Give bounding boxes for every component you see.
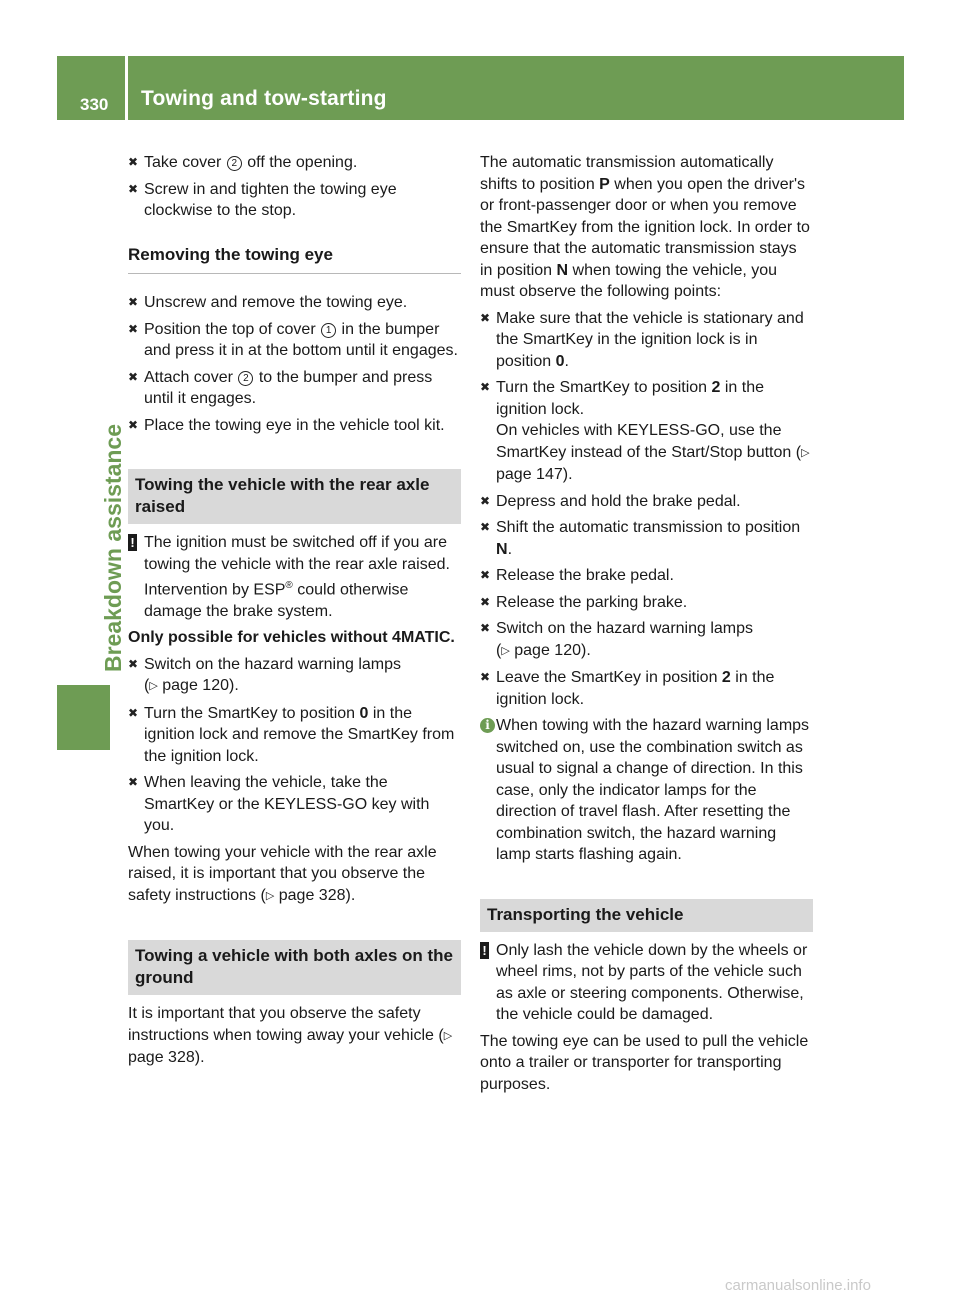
heading-removing-towing-eye: Removing the towing eye bbox=[128, 244, 461, 275]
step-arrow-icon: ✖ bbox=[128, 656, 139, 671]
page-ref-icon: ▷ bbox=[801, 446, 810, 459]
step-place-towing-eye: ✖ Place the towing eye in the vehicle tool kit. bbox=[128, 415, 461, 437]
step-arrow-icon: ✖ bbox=[480, 568, 491, 582]
step-arrow-icon: ✖ bbox=[480, 670, 491, 684]
step-arrow-icon: ✖ bbox=[128, 181, 139, 196]
keyless-go-note: On vehicles with KEYLESS-GO, use the SmartKey instead of the Start/Stop button (▷ page 147). bbox=[496, 422, 810, 483]
watermark: carmanualsonline.info bbox=[725, 1277, 871, 1294]
step-arrow-icon: ✖ bbox=[128, 417, 139, 432]
step-vehicle-stationary: ✖ Make sure that the vehicle is stationary and the SmartKey in the ignition lock is in position 0. bbox=[480, 309, 804, 370]
side-section-label: Breakdown assistance bbox=[100, 423, 126, 672]
page-ref-icon: ▷ bbox=[149, 680, 158, 693]
step-attach-cover: ✖ Attach cover 2 to the bumper and press until it engages. bbox=[128, 368, 433, 407]
callout-number-icon: 1 bbox=[321, 323, 336, 338]
step-unscrew: ✖ Unscrew and remove the towing eye. bbox=[128, 292, 461, 314]
callout-number-icon: 2 bbox=[227, 156, 242, 171]
step-arrow-icon: ✖ bbox=[480, 520, 491, 534]
section-heading-transporting: Transporting the vehicle bbox=[480, 899, 813, 932]
step-arrow-icon: ✖ bbox=[128, 321, 139, 336]
para-safety-instructions: When towing your vehicle with the rear axle raised, it is important that you observe the safety instructions (▷ page 328). bbox=[128, 843, 437, 904]
step-position-cover: ✖ Position the top of cover 1 in the bumper and press it in at the bottom until it engages. bbox=[128, 320, 458, 359]
step-release-brake: ✖ Release the brake pedal. bbox=[480, 565, 813, 587]
info-hazard-warning: i When towing with the hazard warning lamps switched on, use the combination switch as usual to signal a change of direction. In this case, only the indicator lamps for the direction of travel flash. After resetting the combination switch, the hazard warning lamp starts flashing again. bbox=[480, 715, 813, 866]
info-icon: i bbox=[480, 718, 495, 733]
step-arrow-icon: ✖ bbox=[128, 295, 139, 309]
step-take-cover: ✖ Take cover 2 off the opening. bbox=[128, 152, 461, 174]
step-arrow-icon: ✖ bbox=[480, 493, 491, 508]
step-hazard-lamps: ✖ Switch on the hazard warning lamps (▷ page 120). bbox=[128, 655, 402, 695]
para-both-axles: It is important that you observe the safety instructions when towing away your vehicle (▷ page 328). bbox=[128, 1005, 453, 1067]
page-ref-icon: ▷ bbox=[265, 889, 275, 902]
step-hazard-lamps-right: ✖ Switch on the hazard warning lamps (▷ page 120). bbox=[480, 620, 754, 659]
page-ref-icon: ▷ bbox=[501, 644, 510, 657]
para-transport: The towing eye can be used to pull the vehicle onto a trailer or transporter for transporting purposes. bbox=[480, 1032, 809, 1093]
step-arrow-icon: ✖ bbox=[480, 621, 491, 635]
step-screw-in: ✖ Screw in and tighten the towing eye clockwise to the stop. bbox=[128, 180, 397, 219]
page-ref-icon: ▷ bbox=[443, 1029, 453, 1042]
warning-transport: ! Only lash the vehicle down by the wheels or wheel rims, not by parts of the vehicle such as axle or steering components. Otherwise, the vehicle could be damaged. bbox=[480, 940, 813, 1026]
side-tab-marker bbox=[57, 685, 110, 750]
warning-icon: ! bbox=[480, 942, 489, 959]
step-shift-to-n: ✖ Shift the automatic transmission to position N. bbox=[480, 519, 801, 558]
note-without-4matic: Only possible for vehicles without 4MATIC. bbox=[128, 629, 455, 647]
header-divider bbox=[125, 56, 128, 120]
step-arrow-icon: ✖ bbox=[128, 775, 139, 790]
step-arrow-icon: ✖ bbox=[128, 155, 139, 169]
step-arrow-icon: ✖ bbox=[128, 705, 139, 720]
step-release-parking-brake: ✖ Release the parking brake. bbox=[480, 592, 813, 614]
step-arrow-icon: ✖ bbox=[480, 594, 491, 609]
callout-number-icon: 2 bbox=[238, 371, 253, 386]
page-number: 330 bbox=[80, 95, 109, 114]
section-heading-both-axles: Towing a vehicle with both axles on the ground bbox=[128, 940, 461, 995]
step-arrow-icon: ✖ bbox=[128, 369, 139, 384]
left-column bbox=[128, 152, 461, 1074]
step-arrow-icon: ✖ bbox=[480, 310, 491, 325]
warning-icon: ! bbox=[128, 534, 137, 551]
step-leave-smartkey: ✖ Leave the SmartKey in position 2 in the ignition lock. bbox=[480, 669, 775, 708]
step-turn-smartkey-0: ✖ Turn the SmartKey to position 0 in the ignition lock and remove the SmartKey from the ignition lock. bbox=[128, 704, 455, 765]
running-title: Towing and tow-starting bbox=[141, 87, 387, 110]
step-depress-brake: ✖ Depress and hold the brake pedal. bbox=[480, 491, 813, 513]
step-arrow-icon: ✖ bbox=[480, 380, 491, 394]
warning-rear-axle: ! The ignition must be switched off if you are towing the vehicle with the rear axle raised. Intervention by ESP® could otherwise damage the brake system. bbox=[128, 532, 461, 622]
step-leaving-vehicle: ✖ When leaving the vehicle, take the SmartKey or the KEYLESS-GO key with you. bbox=[128, 774, 430, 835]
step-turn-smartkey-2: ✖ Turn the SmartKey to position 2 in the ignition lock. On vehicles with KEYLESS-GO, use the SmartKey instead of the Start/Stop button (▷ page 147). bbox=[480, 377, 813, 486]
right-column bbox=[480, 152, 813, 1100]
section-heading-rear-axle: Towing the vehicle with the rear axle raised bbox=[128, 469, 461, 524]
para-transmission-intro: The automatic transmission automatically shifts to position P when you open the driver's or front-passenger door or when you remove the SmartKey from the ignition lock. In order to ensure that the automatic transmission stays in position N when towing the vehicle, you must observe the following points: bbox=[480, 154, 810, 300]
